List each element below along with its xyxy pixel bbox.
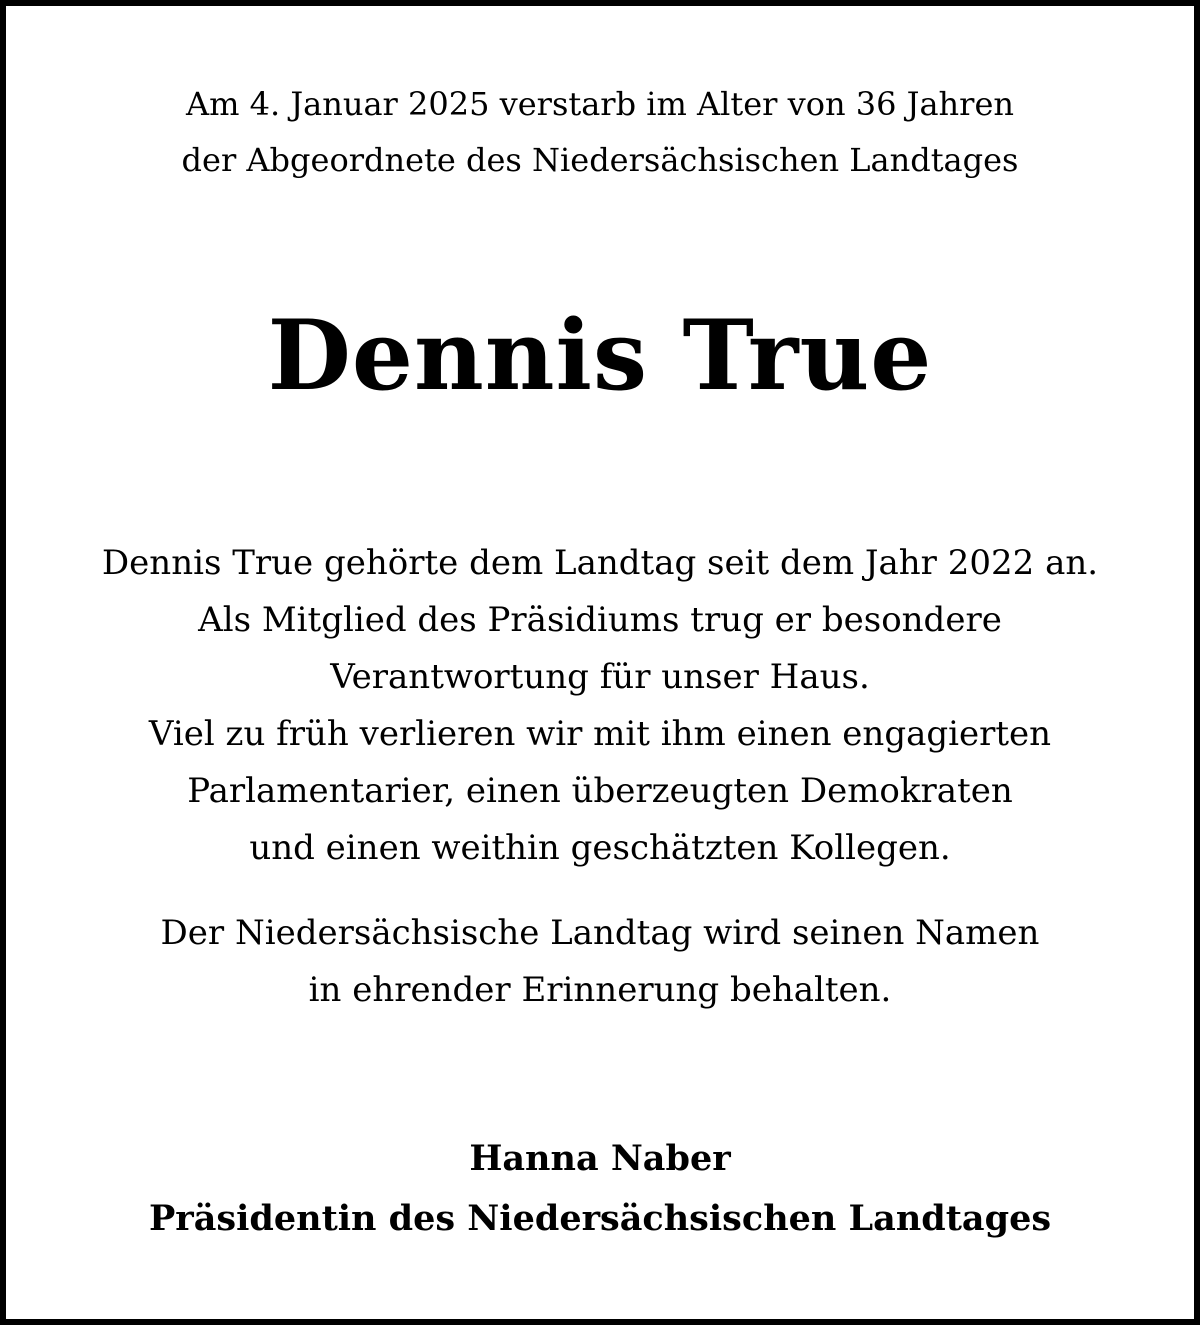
tribute-line-3: Verantwortung für unser Haus. — [330, 657, 870, 697]
tribute-line-6: und einen weithin geschätzten Kollegen. — [249, 828, 951, 868]
intro-line-2: der Abgeordnete des Niedersächsischen Landtages — [181, 141, 1019, 179]
signatory-title: Präsidentin des Niedersächsischen Landtages — [148, 1198, 1052, 1239]
tribute-line-2: Als Mitglied des Präsidiums trug er besondere — [198, 600, 1002, 640]
signatory-name: Hanna Naber — [469, 1138, 731, 1179]
tribute-line-1: Dennis True gehörte dem Landtag seit dem Jahr 2022 an. — [101, 543, 1099, 583]
tribute-line-5: Parlamentarier, einen überzeugten Demokraten — [187, 771, 1013, 811]
tribute-line-4: Viel zu früh verlieren wir mit ihm einen engagierten — [148, 714, 1052, 754]
closing-line-2: in ehrender Erinnerung behalten. — [308, 970, 892, 1010]
intro-line-1: Am 4. Januar 2025 verstarb im Alter von 36 Jahren — [186, 85, 1014, 123]
closing-line-1: Der Niedersächsische Landtag wird seinen Namen — [160, 913, 1040, 953]
deceased-name: Dennis True — [267, 299, 933, 412]
